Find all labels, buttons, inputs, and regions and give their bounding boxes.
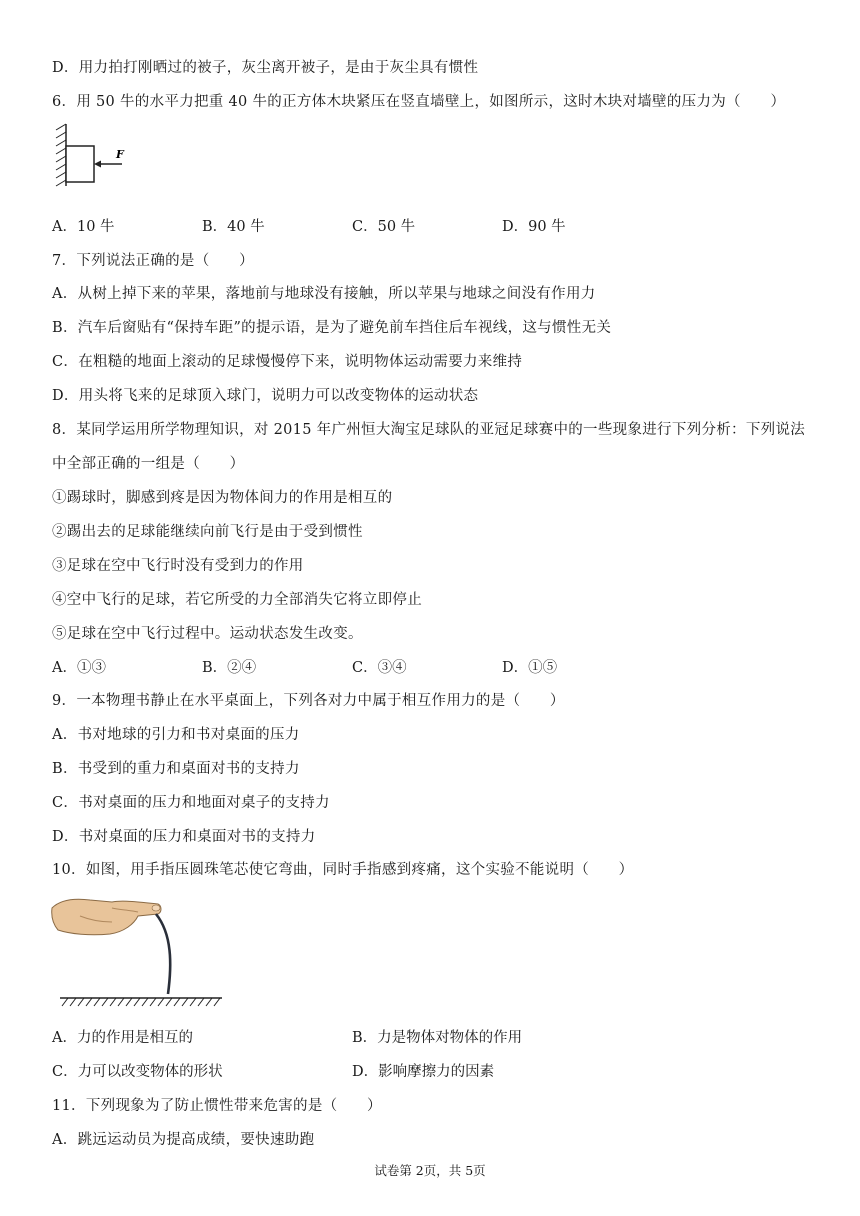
- q9-option-a: A．书对地球的引力和书对桌面的压力: [52, 727, 300, 743]
- fingernail: [152, 905, 160, 911]
- q8-statement-2: ②踢出去的足球能继续向前飞行是由于受到惯性: [52, 524, 363, 540]
- question-8-cont: 中全部正确的一组是（ ）: [52, 456, 245, 472]
- q9-option-b: B．书受到的重力和桌面对书的支持力: [52, 761, 300, 777]
- q8-statement-5: ⑤足球在空中飞行过程中。运动状态发生改变。: [52, 626, 363, 642]
- force-label: F: [116, 148, 124, 161]
- pen-refill: [156, 914, 170, 994]
- q8-statement-3: ③足球在空中飞行时没有受到力的作用: [52, 558, 304, 574]
- q8-statement-1: ①踢球时，脚感到疼是因为物体间力的作用是相互的: [52, 490, 393, 506]
- q11-option-a: A．跳远运动员为提高成绩，要快速助跑: [52, 1132, 315, 1148]
- q9-option-c: C．书对桌面的压力和地面对桌子的支持力: [52, 795, 330, 811]
- q9-option-d: D．书对桌面的压力和桌面对书的支持力: [52, 829, 316, 845]
- question-9: 9．一本物理书静止在水平桌面上，下列各对力中属于相互作用力的是（ ）: [52, 693, 565, 709]
- q6-option-a: A．10 牛: [52, 219, 115, 235]
- q8-option-b: B．②④: [202, 660, 257, 676]
- question-7: 7．下列说法正确的是（ ）: [52, 253, 254, 269]
- question-6: 6．用 50 牛的水平力把重 40 牛的正方体木块紧压在竖直墙壁上，如图所示，这时木块对墙壁的压力为（ ）: [52, 94, 786, 110]
- q6-option-b: B．40 牛: [202, 219, 265, 235]
- ground-hatching: [62, 998, 220, 1006]
- q10-option-a: A．力的作用是相互的: [52, 1030, 193, 1046]
- question-10: 10．如图，用手指压圆珠笔芯使它弯曲，同时手指感到疼痛，这个实验不能说明（ ）: [52, 862, 634, 878]
- question-11: 11．下列现象为了防止惯性带来危害的是（ ）: [52, 1098, 382, 1114]
- q5-option-d: D．用力拍打刚晒过的被子，灰尘离开被子，是由于灰尘具有惯性: [52, 60, 479, 76]
- q8-option-a: A．①③: [52, 660, 106, 676]
- q7-option-c: C．在粗糙的地面上滚动的足球慢慢停下来，说明物体运动需要力来维持: [52, 354, 523, 370]
- q10-option-d: D．影响摩擦力的因素: [352, 1064, 495, 1080]
- q6-option-c: C．50 牛: [352, 219, 416, 235]
- page-footer: 试卷第 2页，共 5页: [374, 1163, 486, 1178]
- q8-option-c: C．③④: [352, 660, 407, 676]
- q8-statement-4: ④空中飞行的足球，若它所受的力全部消失它将立即停止: [52, 592, 422, 608]
- q6-option-d: D．90 牛: [502, 219, 566, 235]
- q8-option-d: D．①⑤: [502, 660, 558, 676]
- force-arrow-head: [94, 161, 101, 168]
- wood-block: [66, 146, 94, 182]
- q6-figure: [50, 122, 140, 192]
- q10-figure: [50, 894, 230, 1012]
- question-8: 8．某同学运用所学物理知识，对 2015 年广州恒大淘宝足球队的亚冠足球赛中的一些现象进行下列分析：下列说法: [52, 422, 806, 438]
- q10-option-c: C．力可以改变物体的形状: [52, 1064, 223, 1080]
- q10-option-b: B．力是物体对物体的作用: [352, 1030, 523, 1046]
- hand-shape: [52, 899, 161, 935]
- q7-option-b: B．汽车后窗贴有“保持车距”的提示语，是为了避免前车挡住后车视线，这与惯性无关: [52, 320, 612, 336]
- q7-option-d: D．用头将飞来的足球顶入球门，说明力可以改变物体的运动状态: [52, 388, 479, 404]
- wall-hatching: [56, 124, 66, 186]
- q7-option-a: A．从树上掉下来的苹果，落地前与地球没有接触，所以苹果与地球之间没有作用力: [52, 286, 596, 302]
